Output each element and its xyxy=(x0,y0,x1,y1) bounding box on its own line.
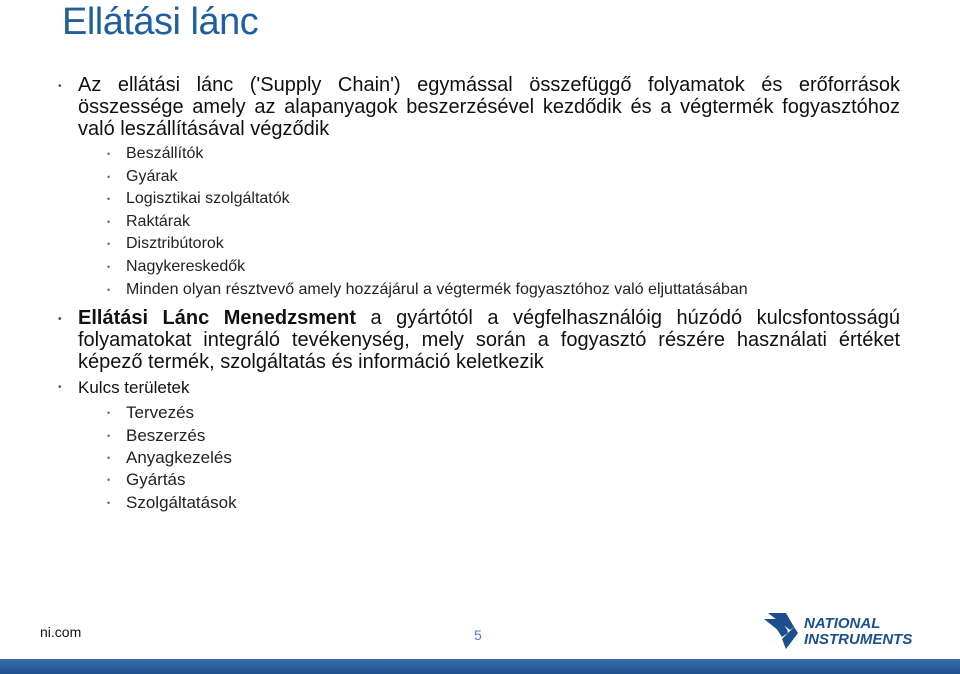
bullet-key-areas-list xyxy=(58,402,900,514)
footer-website: ni.com xyxy=(40,624,82,640)
bullet-supply-chain: • Az ellátási lánc ('Supply Chain') egymással összefüggő folyamatok és erőforrások összessége amely az alapanyagok beszerzésével kezdődik és a végtermék fogyasztóhoz való leszállításával végződik xyxy=(58,74,900,140)
bullet-key-areas: • Kulcs területek xyxy=(58,377,900,399)
slide-title: Ellátási lánc xyxy=(62,1,259,43)
logo-line1: NATIONAL xyxy=(804,615,881,632)
list-item: • Szolgáltatások xyxy=(58,492,900,514)
national-instruments-logo xyxy=(764,609,920,651)
scm-definition-text: a gyártótól a végfelhasználóig húzódó kulcsfontosságú folyamatokat integráló tevékenység, mely során a fogyasztó részére használati értéket képező termék, szolgáltatás és információ keletkezik xyxy=(78,307,901,374)
bullet-scm-definition xyxy=(58,307,900,373)
page-number: 5 xyxy=(474,627,482,643)
bullet-supply-chain-list xyxy=(58,143,900,301)
list-item: • Gyártás xyxy=(58,469,900,491)
list-item: • Beszerzés xyxy=(58,425,900,447)
list-item: • Beszállítók xyxy=(58,143,900,166)
list-item: • Disztribútorok xyxy=(58,233,900,256)
logo-line2: INSTRUMENTS xyxy=(804,631,913,648)
list-item: • Logisztikai szolgáltatók xyxy=(58,188,900,211)
list-item: • Raktárak xyxy=(58,211,900,234)
list-item: • Anyagkezelés xyxy=(58,447,900,469)
list-item: • Gyárak xyxy=(58,166,900,189)
eagle-icon xyxy=(764,613,798,649)
list-item: • Minden olyan résztvevő amely hozzájárul a végtermék fogyasztóhoz való eljuttatásában xyxy=(58,279,900,302)
list-item: • Tervezés xyxy=(58,402,900,424)
slide-content xyxy=(58,74,900,520)
list-item: • Nagykereskedők xyxy=(58,256,900,279)
scm-bold-term: Ellátási Lánc Menedzsment xyxy=(78,307,356,330)
footer-bar xyxy=(0,659,960,674)
